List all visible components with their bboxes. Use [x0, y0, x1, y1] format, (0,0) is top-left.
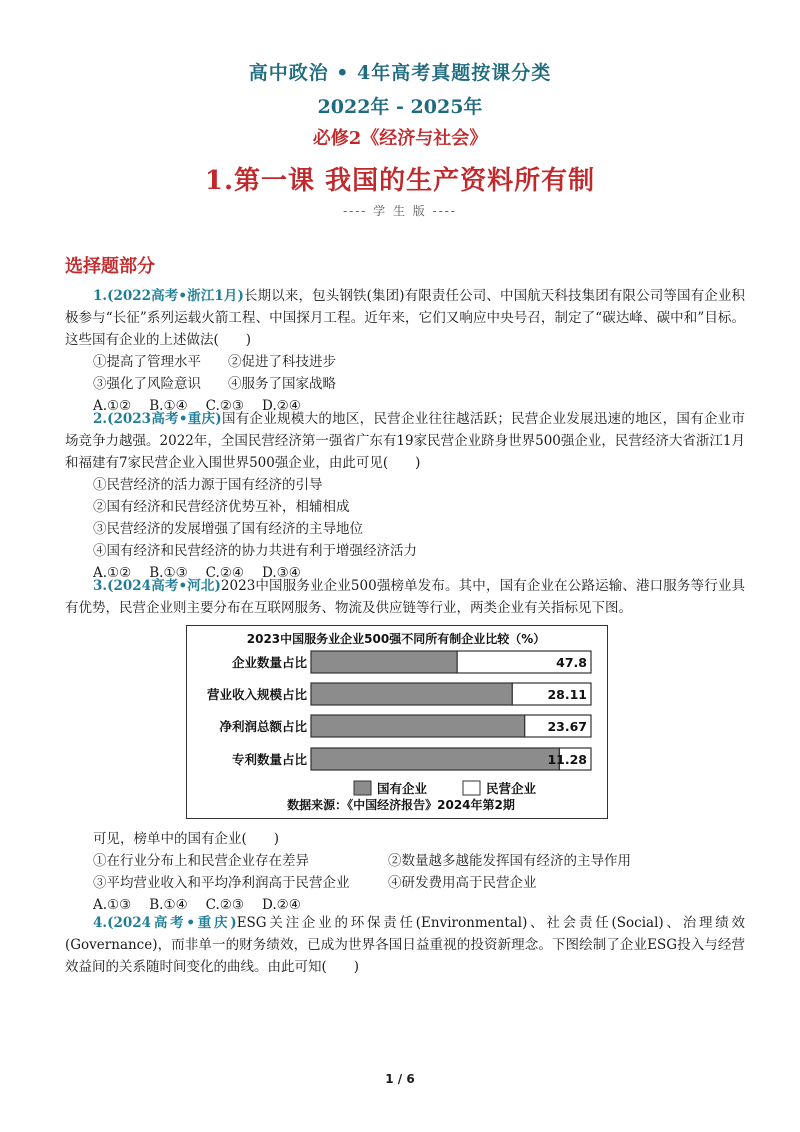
question-3-stem: 3.(2024高考•河北)2023中国服务业企业500强榜单发布。其中，国有企业在公路运输、港口服务等行业具有优势，民营企业则主要分布在互联网服务、物流及供应链等行业，两类企业有关指标见下图。	[65, 578, 745, 616]
question-3-option: ④研发费用高于民营企业	[388, 875, 537, 891]
question-2-stem: 2.(2023高考•重庆)国有企业规模大的地区，民营企业往往越活跃；民营企业发展迅速的地区，国有企业市场竞争力越强。2022年，全国民营经济第一强省广东有19家民营企业跻身世界500强企业，民营经济大省浙江1月和福建有7家民营企业入围世界500强企业，由此可见( )	[65, 411, 745, 471]
answer-choice: D.②④	[262, 897, 301, 913]
question-1-option: ③强化了风险意识 ④服务了国家战略	[93, 376, 336, 392]
edition-label: ---- 学 生 版 ----	[343, 204, 457, 218]
lesson-title: 1.第一课 我国的生产资料所有制	[204, 166, 596, 196]
year-range: 2022年 - 2025年	[317, 96, 483, 118]
data-label: 28.11	[547, 687, 587, 702]
answer-choice: B.①④	[149, 897, 188, 913]
question-3-continued	[65, 828, 745, 916]
ownership-comparison-chart	[186, 625, 608, 819]
question-3-option: ①在行业分布上和民营企业存在差异	[93, 853, 309, 869]
question-4-source: 4.(2024高考•重庆)	[93, 915, 237, 931]
answer-choice: C.②④	[205, 565, 245, 581]
textbook-title: 必修2《经济与社会》	[312, 128, 488, 149]
answer-choice: C.②③	[205, 897, 245, 913]
question-1	[65, 285, 745, 417]
chart-title: 2023中国服务业企业500强不同所有制企业比较（%）	[246, 632, 546, 646]
category-label: 营业收入规模占比	[206, 687, 307, 702]
state-owned-bar	[311, 748, 559, 770]
question-3-option: ②数量越多越能发挥国有经济的主导作用	[388, 853, 631, 869]
series-title: 高中政治 • 4年高考真题按课分类	[248, 62, 552, 84]
answer-choice: A.①③	[93, 897, 132, 913]
legend-label: 民营企业	[486, 781, 537, 796]
category-label: 专利数量占比	[231, 752, 307, 767]
question-2-option: ③民营经济的发展增强了国有经济的主导地位	[93, 521, 363, 537]
answer-choice: C.②③	[205, 398, 245, 414]
question-3-option: ③平均营业收入和平均净利润高于民营企业	[93, 875, 350, 891]
data-label: 11.28	[547, 752, 587, 767]
question-4-stem: 4.(2024高考•重庆)ESG关注企业的环保责任(Environmental)、社会责任(Social)、治理绩效(Governance)，而非单一的财务绩效，已成为世界各国日益重视的投资新理念。下图绘制了企业ESG投入与经营效益间的关系随时间变化的曲线。由此可知( )	[65, 915, 745, 975]
question-2-source: 2.(2023高考•重庆)	[93, 411, 222, 427]
question-2-option: ④国有经济和民营经济的协力共进有利于增强经济活力	[93, 543, 417, 559]
chart-source-note: 数据来源：《中国经济报告》2024年第2期	[287, 798, 515, 812]
answer-choice: A.①②	[93, 565, 132, 581]
question-4	[65, 912, 745, 978]
state-owned-bar	[311, 651, 457, 673]
data-label: 47.8	[556, 655, 587, 670]
answer-choice: B.①④	[149, 398, 188, 414]
question-3-follow: 可见，榜单中的国有企业( )	[93, 831, 280, 847]
question-2	[65, 408, 745, 584]
category-label: 净利润总额占比	[219, 719, 307, 734]
question-3	[65, 575, 745, 619]
data-label: 23.67	[547, 719, 587, 734]
legend-swatch-state	[354, 781, 371, 795]
answer-choice: A.①②	[93, 398, 132, 414]
question-2-option: ②国有经济和民营经济优势互补，相辅相成	[93, 499, 350, 515]
legend-label: 国有企业	[377, 781, 428, 796]
legend-swatch-private	[463, 781, 480, 795]
answer-choice: D.③④	[262, 565, 301, 581]
chart-canvas	[187, 626, 606, 817]
question-1-stem: 1.(2022高考•浙江1月)长期以来，包头钢铁(集团)有限责任公司、中国航天科技集团有限公司等国有企业积极参与“长征”系列运载火箭工程、中国探月工程。近年来，它们又响应中央号召，制定了“碳达峰、碳中和”目标。这些国有企业的上述做法( )	[65, 288, 745, 348]
page-number: 1 / 6	[385, 1072, 415, 1086]
category-label: 企业数量占比	[231, 655, 307, 670]
question-2-option: ①民营经济的活力源于国有经济的引导	[93, 477, 323, 493]
state-owned-bar	[311, 715, 525, 737]
question-1-option: ①提高了管理水平 ②促进了科技进步	[93, 354, 336, 370]
question-3-options	[65, 850, 745, 894]
question-1-source: 1.(2022高考•浙江1月)	[93, 288, 244, 304]
section-title: 选择题部分	[65, 256, 155, 277]
state-owned-bar	[311, 683, 512, 705]
answer-choice: D.②④	[262, 398, 301, 414]
answer-choice: B.①③	[149, 565, 188, 581]
question-3-source: 3.(2024高考•河北)	[93, 578, 221, 594]
